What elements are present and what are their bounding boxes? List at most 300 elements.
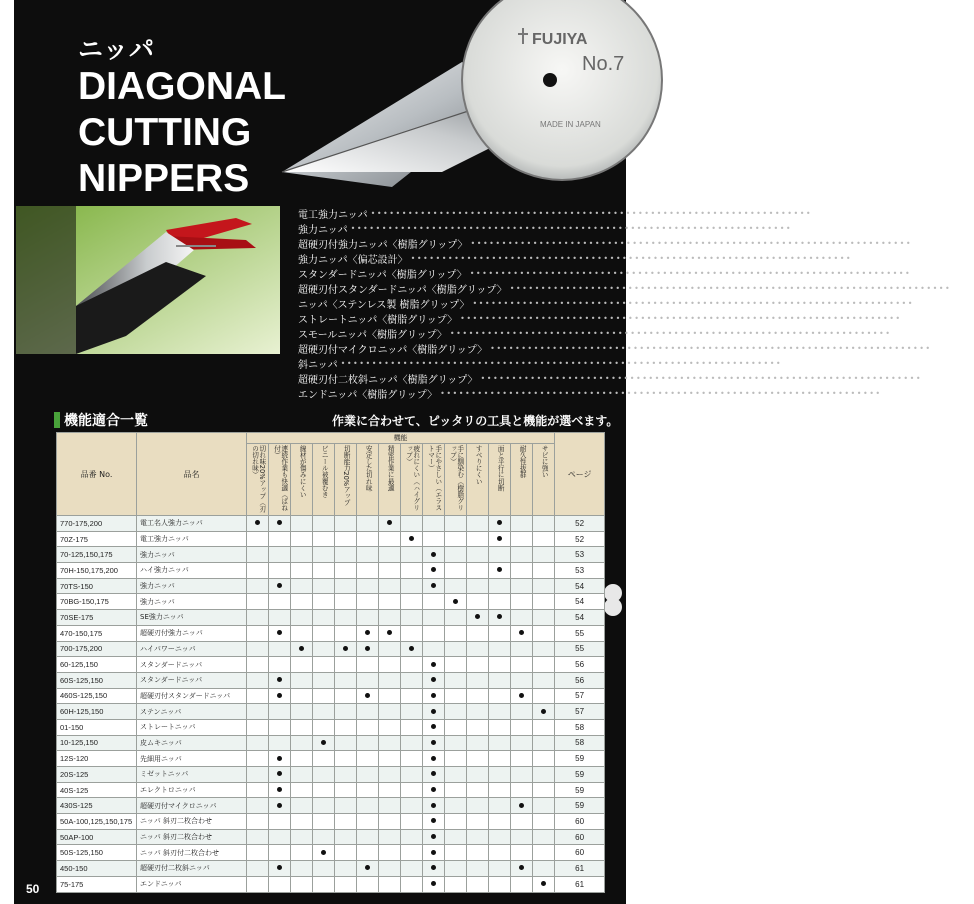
nipper-closeup-photo: [272, 22, 628, 198]
title-line: DIAGONAL: [78, 65, 286, 108]
feature-cell: [401, 594, 423, 610]
column-header-feature: [423, 444, 445, 516]
contents-item[interactable]: [298, 326, 915, 341]
feature-cell: [489, 594, 511, 610]
feature-cell: [423, 861, 445, 877]
feature-cell: [445, 798, 467, 814]
model-cell: 01-150: [57, 719, 137, 735]
feature-cell: [335, 531, 357, 547]
feature-dot: [277, 803, 282, 808]
feature-cell: [269, 594, 291, 610]
table-row: [57, 672, 605, 688]
column-header-feature: [467, 444, 489, 516]
feature-dot: [321, 850, 326, 855]
model-cell: 70TS-150: [57, 578, 137, 594]
product-name-cell: 超硬刃付強力ニッパ: [137, 625, 247, 641]
table-row: [57, 814, 605, 830]
page-cell: 59: [555, 767, 605, 783]
feature-dot: [431, 881, 436, 886]
feature-cell: [313, 782, 335, 798]
feature-cell: [335, 735, 357, 751]
feature-dot: [365, 865, 370, 870]
contents-item-name: ニッパ〈ステンレス製 樹脂グリップ〉: [298, 300, 470, 311]
model-cell: 770-175,200: [57, 516, 137, 532]
feature-cell: [247, 704, 269, 720]
feature-cell: [511, 829, 533, 845]
feature-cell: [269, 547, 291, 563]
feature-cell: [291, 782, 313, 798]
feature-cell: [313, 594, 335, 610]
feature-cell: [247, 594, 269, 610]
product-name-cell: ニッパ 斜刃二枚合わせ: [137, 814, 247, 830]
column-header-feature: [489, 444, 511, 516]
feature-cell: [489, 657, 511, 673]
leader-dots: •••••••••••••••••••••••••••••••••••••••••••••••••••••••••••••••••••••••: [469, 269, 912, 278]
feature-cell: [379, 641, 401, 657]
product-name-cell: 強力ニッパ: [137, 547, 247, 563]
feature-cell: [423, 610, 445, 626]
feature-cell: [423, 641, 445, 657]
feature-dot: [453, 599, 458, 604]
feature-dot: [277, 756, 282, 761]
product-name-cell: ステンニッパ: [137, 704, 247, 720]
feature-cell: [379, 516, 401, 532]
leader-dots: •••••••••••••••••••••••••••••••••••••••••••••••••••••••••••••••••••••••: [440, 389, 882, 398]
feature-label: 耐久性抜群: [518, 444, 527, 478]
model-cell: 70BG-150,175: [57, 594, 137, 610]
feature-dot: [497, 536, 502, 541]
column-header-feature: [291, 444, 313, 516]
feature-cell: [467, 610, 489, 626]
feature-cell: [379, 672, 401, 688]
feature-cell: [445, 861, 467, 877]
feature-cell: [401, 845, 423, 861]
feature-cell: [467, 531, 489, 547]
feature-cell: [357, 814, 379, 830]
feature-dot: [387, 630, 392, 635]
contents-item-page: P52: [815, 207, 835, 220]
feature-dot: [519, 865, 524, 870]
feature-cell: [467, 861, 489, 877]
feature-cell: [533, 516, 555, 532]
table-row: [57, 641, 605, 657]
feature-cell: [335, 876, 357, 892]
product-name-cell: ハイパワーニッパ: [137, 641, 247, 657]
table-row: [57, 657, 605, 673]
binder-hole: [604, 598, 622, 616]
feature-cell: [511, 531, 533, 547]
leader-dots: •••••••••••••••••••••••••••••••••••••••••••••••••••••••••••••••••••••••: [350, 224, 793, 233]
feature-cell: [335, 563, 357, 579]
feature-cell: [423, 876, 445, 892]
contents-item[interactable]: [298, 221, 815, 236]
feature-cell: [401, 861, 423, 877]
feature-cell: [313, 829, 335, 845]
feature-cell: [511, 578, 533, 594]
feature-cell: [423, 688, 445, 704]
model-cell: 470-150,175: [57, 625, 137, 641]
feature-cell: [445, 657, 467, 673]
feature-cell: [247, 641, 269, 657]
table-row: [57, 719, 605, 735]
page-cell: 58: [555, 735, 605, 751]
feature-cell: [423, 578, 445, 594]
feature-cell: [335, 861, 357, 877]
feature-cell: [313, 845, 335, 861]
feature-cell: [445, 688, 467, 704]
feature-cell: [445, 735, 467, 751]
page-cell: 58: [555, 719, 605, 735]
feature-cell: [401, 829, 423, 845]
feature-dot: [431, 803, 436, 808]
contents-item-name: 超硬刃付強力ニッパ〈樹脂グリップ〉: [298, 240, 468, 251]
feature-cell: [533, 782, 555, 798]
feature-dot: [409, 536, 414, 541]
leader-dots: •••••••••••••••••••••••••••••••••••••••••••••••••••••••••••••••••••••••: [460, 314, 902, 323]
feature-dot: [343, 646, 348, 651]
page-cell: 52: [555, 531, 605, 547]
feature-cell: [401, 516, 423, 532]
column-group-function: 機能: [247, 433, 555, 444]
feature-cell: [379, 719, 401, 735]
feature-cell: [489, 704, 511, 720]
feature-cell: [423, 672, 445, 688]
feature-cell: [401, 563, 423, 579]
feature-cell: [379, 798, 401, 814]
feature-cell: [335, 516, 357, 532]
feature-cell: [511, 861, 533, 877]
feature-dot: [497, 520, 502, 525]
table-row: [57, 610, 605, 626]
feature-cell: [423, 516, 445, 532]
column-header-feature: [247, 444, 269, 516]
feature-dot: [431, 756, 436, 761]
table-row: [57, 798, 605, 814]
contents-item[interactable]: [298, 296, 937, 311]
feature-cell: [511, 719, 533, 735]
feature-cell: [357, 861, 379, 877]
contents-item[interactable]: [298, 371, 945, 386]
model-cell: 50A-100,125,150,175: [57, 814, 137, 830]
feature-cell: [269, 610, 291, 626]
feature-cell: [357, 578, 379, 594]
feature-cell: [401, 641, 423, 657]
feature-cell: [511, 767, 533, 783]
contents-item[interactable]: [298, 311, 925, 326]
feature-cell: [489, 735, 511, 751]
model-cell: 700-175,200: [57, 641, 137, 657]
feature-cell: [379, 610, 401, 626]
model-cell: 70Z-175: [57, 531, 137, 547]
feature-cell: [357, 688, 379, 704]
feature-cell: [445, 845, 467, 861]
feature-cell: [467, 547, 489, 563]
feature-cell: [269, 578, 291, 594]
feature-cell: [533, 531, 555, 547]
feature-cell: [313, 688, 335, 704]
contents-item-page: P55: [915, 237, 935, 250]
feature-cell: [291, 610, 313, 626]
feature-cell: [291, 814, 313, 830]
model-cell: 75-175: [57, 876, 137, 892]
page-cell: 60: [555, 845, 605, 861]
page-cell: 57: [555, 704, 605, 720]
feature-cell: [489, 578, 511, 594]
contents-item[interactable]: [298, 206, 835, 221]
feature-cell: [511, 798, 533, 814]
feature-dot: [299, 646, 304, 651]
feature-label: 切れ味20%アップ（刃の切れ味）: [250, 444, 266, 512]
table-row: [57, 845, 605, 861]
page-cell: 60: [555, 814, 605, 830]
feature-cell: [401, 531, 423, 547]
feature-dot: [431, 552, 436, 557]
feature-cell: [511, 657, 533, 673]
feature-cell: [401, 657, 423, 673]
feature-label: 切断能力20%アップ: [342, 444, 351, 506]
section-title: 機能適合一覧: [64, 413, 148, 429]
contents-item[interactable]: [298, 341, 955, 356]
feature-cell: [313, 814, 335, 830]
feature-cell: [291, 625, 313, 641]
contents-item[interactable]: [298, 251, 875, 266]
page-cell: 52: [555, 516, 605, 532]
column-header-name: 品名: [137, 433, 247, 516]
feature-cell: [401, 688, 423, 704]
feature-cell: [269, 625, 291, 641]
title-english: [78, 64, 286, 202]
page-cell: 53: [555, 563, 605, 579]
feature-cell: [489, 688, 511, 704]
feature-cell: [291, 688, 313, 704]
feature-cell: [269, 814, 291, 830]
feature-label: すべりにくい: [474, 444, 483, 485]
feature-cell: [533, 578, 555, 594]
feature-cell: [511, 641, 533, 657]
column-header-feature: [357, 444, 379, 516]
feature-cell: [533, 735, 555, 751]
feature-cell: [423, 704, 445, 720]
feature-dot: [277, 520, 282, 525]
feature-cell: [247, 876, 269, 892]
feature-cell: [269, 672, 291, 688]
feature-cell: [335, 547, 357, 563]
product-name-cell: 強力ニッパ: [137, 578, 247, 594]
feature-cell: [313, 751, 335, 767]
feature-cell: [467, 719, 489, 735]
contents-item[interactable]: [298, 356, 805, 371]
feature-cell: [401, 767, 423, 783]
feature-cell: [335, 610, 357, 626]
feature-cell: [511, 782, 533, 798]
feature-cell: [467, 751, 489, 767]
feature-cell: [533, 767, 555, 783]
model-cell: 70H-150,175,200: [57, 563, 137, 579]
feature-cell: [247, 735, 269, 751]
feature-cell: [247, 547, 269, 563]
feature-cell: [511, 563, 533, 579]
feature-cell: [247, 845, 269, 861]
feature-cell: [335, 641, 357, 657]
feature-cell: [313, 641, 335, 657]
feature-cell: [269, 861, 291, 877]
feature-cell: [467, 798, 489, 814]
feature-dot: [541, 881, 546, 886]
contents-item-page: P59: [934, 342, 955, 355]
feature-cell: [379, 625, 401, 641]
model-cell: 20S-125: [57, 767, 137, 783]
feature-dot: [431, 771, 436, 776]
feature-cell: [445, 641, 467, 657]
feature-cell: [401, 798, 423, 814]
feature-cell: [467, 845, 489, 861]
feature-cell: [335, 578, 357, 594]
feature-cell: [379, 547, 401, 563]
column-header-feature: [335, 444, 357, 516]
feature-cell: [445, 578, 467, 594]
feature-cell: [511, 594, 533, 610]
feature-cell: [489, 798, 511, 814]
feature-cell: [533, 798, 555, 814]
product-name-cell: ニッパ 斜刃二枚合わせ: [137, 829, 247, 845]
feature-cell: [511, 672, 533, 688]
table-row: [57, 704, 605, 720]
product-name-cell: エンドニッパ: [137, 876, 247, 892]
feature-cell: [511, 610, 533, 626]
feature-cell: [467, 688, 489, 704]
feature-dot: [497, 567, 502, 572]
feature-cell: [533, 861, 555, 877]
feature-label: 精密作業に最適: [386, 444, 395, 491]
feature-cell: [291, 657, 313, 673]
feature-cell: [247, 657, 269, 673]
feature-cell: [467, 641, 489, 657]
model-cell: 50S-125,150: [57, 845, 137, 861]
feature-dot: [431, 818, 436, 823]
feature-cell: [379, 531, 401, 547]
feature-cell: [489, 861, 511, 877]
product-name-cell: ニッパ 斜刃付二枚合わせ: [137, 845, 247, 861]
feature-cell: [313, 547, 335, 563]
column-header-feature: [269, 444, 291, 516]
feature-cell: [401, 610, 423, 626]
column-header-feature: [379, 444, 401, 516]
model-cell: 70-125,150,175: [57, 547, 137, 563]
feature-cell: [357, 751, 379, 767]
page-cell: 55: [555, 625, 605, 641]
contents-item[interactable]: [298, 266, 934, 281]
table-row: [57, 516, 605, 532]
feature-cell: [533, 688, 555, 704]
feature-cell: [423, 829, 445, 845]
contents-item-name: スモールニッパ〈樹脂グリップ〉: [298, 330, 447, 341]
product-name-cell: 電工強力ニッパ: [137, 531, 247, 547]
feature-cell: [269, 876, 291, 892]
page-cell: 56: [555, 657, 605, 673]
leader-dots: •••••••••••••••••••••••••••••••••••••••••••••••••••••••••••••••••••••••: [449, 329, 892, 338]
feature-cell: [401, 782, 423, 798]
feature-cell: [291, 845, 313, 861]
feature-cell: [291, 767, 313, 783]
feature-cell: [247, 767, 269, 783]
hero-brand: FUJIYA: [532, 31, 588, 48]
feature-dot: [541, 709, 546, 714]
feature-cell: [489, 547, 511, 563]
model-cell: 450-150: [57, 861, 137, 877]
feature-cell: [423, 798, 445, 814]
contents-item[interactable]: [298, 281, 974, 296]
feature-dot: [431, 834, 436, 839]
feature-cell: [335, 704, 357, 720]
table-row: [57, 751, 605, 767]
feature-label: ビニール被覆むき: [320, 444, 329, 498]
contents-item-name: 超硬刃付マイクロニッパ〈樹脂グリップ〉: [298, 345, 488, 356]
leader-dots: •••••••••••••••••••••••••••••••••••••••••••••••••••••••••••••••••••••••: [370, 209, 813, 218]
feature-cell: [247, 798, 269, 814]
product-name-cell: SE強力ニッパ: [137, 610, 247, 626]
feature-cell: [445, 814, 467, 830]
feature-cell: [291, 798, 313, 814]
feature-cell: [489, 719, 511, 735]
contents-item-name: エンドニッパ〈樹脂グリップ〉: [298, 390, 438, 401]
feature-cell: [291, 876, 313, 892]
feature-dot: [431, 583, 436, 588]
feature-cell: [269, 657, 291, 673]
feature-cell: [489, 814, 511, 830]
feature-cell: [313, 531, 335, 547]
feature-cell: [357, 767, 379, 783]
contents-item[interactable]: [298, 386, 905, 401]
feature-cell: [533, 751, 555, 767]
feature-label: 疲れにくい（ハイグリップ）: [404, 444, 420, 511]
feature-cell: [379, 814, 401, 830]
feature-cell: [357, 657, 379, 673]
page-cell: 57: [555, 688, 605, 704]
feature-cell: [379, 563, 401, 579]
product-name-cell: 超硬刃付スタンダードニッパ: [137, 688, 247, 704]
feature-cell: [247, 625, 269, 641]
feature-cell: [533, 829, 555, 845]
feature-cell: [313, 625, 335, 641]
feature-cell: [445, 672, 467, 688]
feature-cell: [291, 672, 313, 688]
section-marker: [54, 412, 60, 428]
feature-cell: [511, 845, 533, 861]
table-row: [57, 547, 605, 563]
feature-cell: [489, 829, 511, 845]
catalog-page: [14, 0, 974, 904]
product-name-cell: 先細用ニッパ: [137, 751, 247, 767]
feature-cell: [247, 563, 269, 579]
contents-list: [298, 206, 974, 401]
feature-cell: [247, 610, 269, 626]
model-cell: 10-125,150: [57, 735, 137, 751]
contents-item[interactable]: [298, 236, 935, 251]
feature-cell: [379, 704, 401, 720]
contents-item-page: P56: [914, 267, 934, 280]
feature-cell: [467, 516, 489, 532]
title-line: CUTTING: [78, 111, 252, 154]
feature-cell: [533, 876, 555, 892]
feature-cell: [357, 516, 379, 532]
feature-cell: [511, 516, 533, 532]
feature-cell: [247, 719, 269, 735]
feature-cell: [445, 625, 467, 641]
feature-cell: [467, 767, 489, 783]
feature-cell: [445, 704, 467, 720]
page-cell: 59: [555, 782, 605, 798]
feature-cell: [313, 719, 335, 735]
